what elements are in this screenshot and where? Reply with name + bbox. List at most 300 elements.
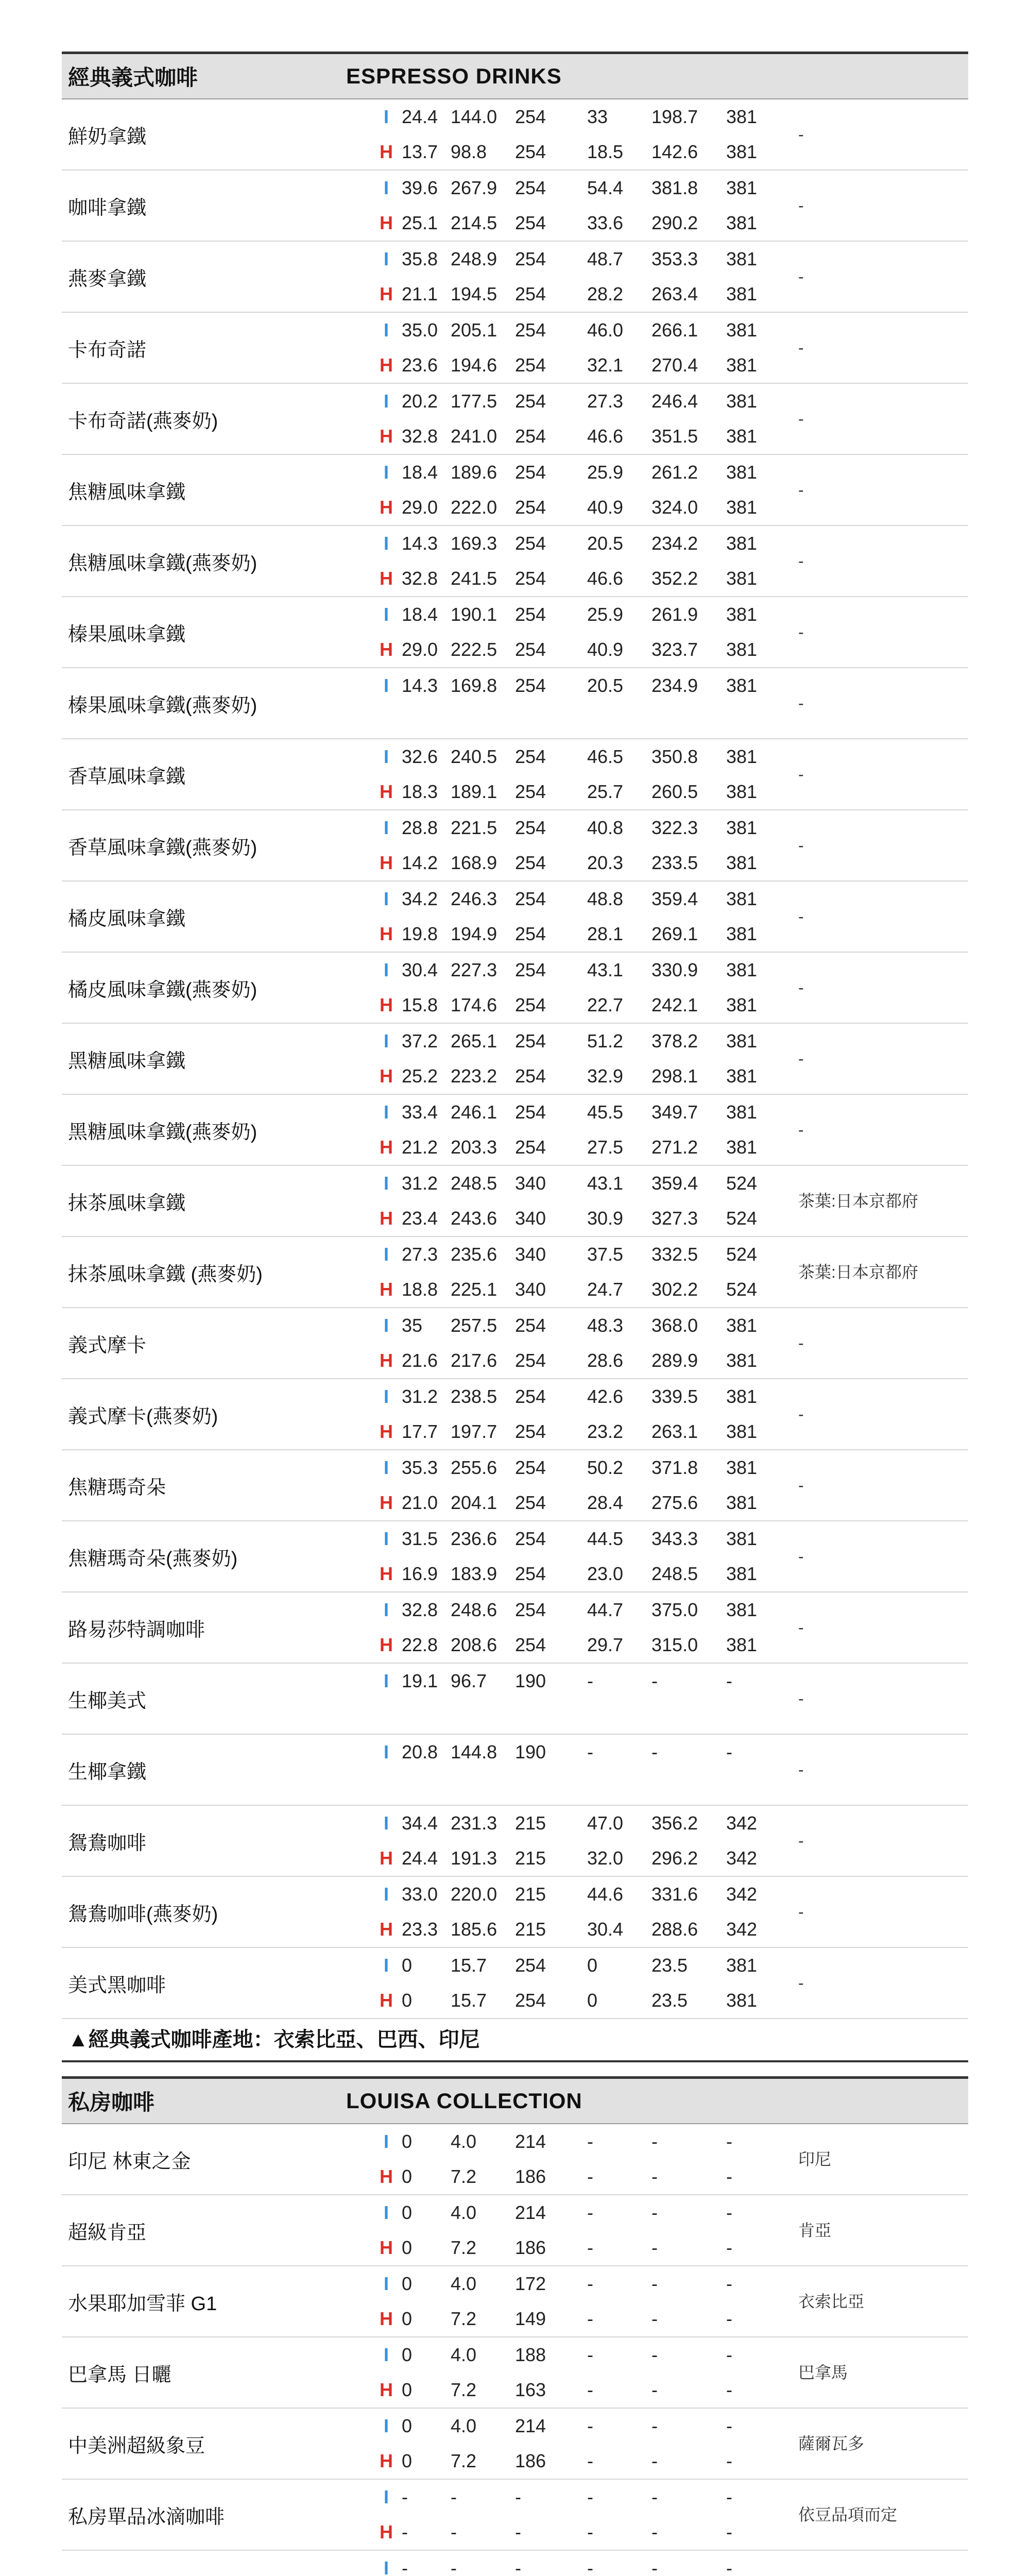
hot-value: 263.1 [651,1421,698,1442]
hot-value: - [726,2166,732,2187]
iced-value: 4.0 [451,2415,477,2436]
iced-value: 96.7 [451,1670,487,1691]
hot-value: 0 [402,1990,413,2011]
origin-note: - [798,1903,804,1921]
iced-value: 50.2 [587,1457,624,1478]
iced-value: 381 [726,817,758,838]
iced-value: - [651,2131,658,2152]
hot-value: 381 [726,1634,758,1655]
origin-note: - [798,410,804,428]
hot-value: 217.6 [451,1350,497,1371]
iced-value: 0 [402,2415,413,2436]
hot-value: - [651,2166,658,2187]
iced-marker: I [383,2415,389,2436]
iced-value: 246.3 [451,888,497,909]
iced-value: 198.7 [651,106,698,127]
hot-value: 381 [726,994,758,1015]
hot-value: 271.2 [651,1137,698,1158]
iced-value: 34.4 [402,1812,438,1834]
iced-value: - [515,2486,521,2507]
table-row [62,1095,968,1166]
iced-value: 342 [726,1812,758,1834]
hot-value: 25.2 [402,1065,438,1087]
iced-value: 18.4 [402,604,438,625]
table-row [62,313,968,384]
item-name: 鴛鴦咖啡(燕麥奶) [68,1903,218,1925]
hot-value: 381 [726,497,758,518]
table-row [62,1308,968,1379]
table-row [62,1877,968,1948]
iced-value: 248.6 [451,1599,497,1620]
table-row [62,597,968,668]
iced-value: 381 [726,675,758,696]
item-name: 黑糖風味拿鐵(燕麥奶) [68,1121,258,1143]
iced-value: 27.3 [402,1244,438,1265]
iced-value: - [587,2415,593,2436]
hot-value: 381 [726,568,758,589]
iced-value: 35 [402,1315,423,1336]
iced-value: 205.1 [451,319,497,341]
iced-value: 31.5 [402,1528,438,1549]
hot-value: 23.6 [402,354,438,376]
iced-value: 254 [515,1528,546,1549]
item-name: 焦糖瑪奇朵 [68,1477,166,1499]
iced-marker: I [383,1030,389,1052]
iced-marker: I [383,1884,389,1905]
hot-value: 254 [515,852,546,873]
iced-value: 381 [726,1457,758,1478]
iced-value: - [587,2202,593,2223]
hot-value: 186 [515,2237,546,2258]
table-row [62,242,968,313]
iced-marker: I [383,1457,389,1478]
table-row [62,2409,968,2480]
iced-marker: I [383,2131,389,2152]
hot-value: 381 [726,1137,758,1158]
iced-value: - [726,2131,732,2152]
iced-value: 215 [515,1812,546,1834]
origin-note: - [798,1760,804,1779]
hot-value: 23.4 [402,1208,438,1229]
hot-value: 215 [515,1848,546,1869]
iced-value: - [651,2344,658,2365]
hot-value: 0 [402,2166,413,2187]
iced-value: 0 [402,2131,413,2152]
table-row [62,99,968,171]
hot-value: 0 [402,2237,413,2258]
item-name: 超級肯亞 [68,2222,147,2244]
iced-value: 190.1 [451,604,497,625]
table-row [62,2480,968,2551]
item-name: 燕麥拿鐵 [68,268,147,290]
origin-note: 茶葉:日本京都府 [798,1263,918,1281]
item-name: 卡布奇諾(燕麥奶) [68,410,218,432]
iced-value: 190 [515,1670,546,1691]
iced-value: 254 [515,391,546,412]
hot-value: 524 [726,1279,758,1300]
item-name: 路易莎特調咖啡 [68,1619,205,1641]
iced-value: 4.0 [451,2344,477,2365]
iced-marker: I [383,1670,389,1691]
hot-marker: H [380,1563,393,1584]
hot-value: 208.6 [451,1634,497,1655]
item-name: 印尼 林東之金 [68,2150,191,2173]
table-row [62,1948,968,2019]
iced-value: 381 [726,248,758,269]
origin-note: - [798,1334,804,1352]
hot-value: 19.8 [402,923,438,944]
hot-value: 381 [726,639,758,660]
iced-marker: I [383,1386,389,1407]
hot-value: 40.9 [587,497,624,518]
hot-marker: H [380,2237,393,2258]
iced-value: 254 [515,1030,546,1052]
iced-value: 24.4 [402,106,438,127]
hot-value: 351.5 [651,426,698,447]
origin-note: 巴拿馬 [798,2363,848,2382]
hot-value: 185.6 [451,1919,497,1940]
iced-value: 254 [515,817,546,838]
hot-marker: H [380,426,393,447]
iced-value: - [651,2486,658,2507]
iced-value: - [402,2486,408,2507]
iced-value: - [651,2273,658,2294]
table-row [62,171,968,242]
hot-value: 381 [726,426,758,447]
hot-value: 254 [515,923,546,944]
hot-value: - [587,2379,593,2400]
iced-value: 0 [402,2273,413,2294]
iced-value: - [651,1670,658,1691]
origin-note: 薩爾瓦多 [798,2434,865,2453]
hot-value: 381 [726,141,758,162]
hot-value: 14.2 [402,852,438,873]
iced-value: 235.6 [451,1244,497,1265]
hot-value: 254 [515,568,546,589]
iced-value: 144.8 [451,1741,497,1762]
hot-value: 24.7 [587,1279,624,1300]
table-row [62,1166,968,1237]
table-row [62,1806,968,1877]
origin-note: - [798,125,804,144]
iced-value: 254 [515,746,546,767]
iced-marker: I [383,1955,389,1976]
iced-marker: I [383,604,389,625]
iced-value: 255.6 [451,1457,497,1478]
espresso-rows [62,99,968,2019]
iced-value: 254 [515,1955,546,1976]
hot-value: 23.2 [587,1421,624,1442]
iced-value: 46.0 [587,319,624,341]
iced-value: 248.9 [451,248,497,269]
table-row [62,1521,968,1592]
hot-value: 15.8 [402,994,438,1015]
hot-value: 254 [515,994,546,1015]
hot-value: 254 [515,497,546,518]
origin-note [798,2551,968,2576]
table-row [62,384,968,455]
iced-value: 234.9 [651,675,698,696]
iced-marker: I [383,1741,389,1762]
iced-value: - [587,1741,593,1762]
iced-value: 37.5 [587,1244,624,1265]
iced-value: 4.0 [451,2131,477,2152]
iced-marker: I [383,1528,389,1549]
hot-value: 254 [515,1634,546,1655]
hot-value: 381 [726,212,758,233]
iced-value: 169.3 [451,533,497,554]
iced-marker: I [383,1315,389,1336]
iced-value: 524 [726,1244,758,1265]
item-name: 義式摩卡(燕麥奶) [68,1405,218,1428]
hot-value: 149 [515,2308,546,2329]
hot-value: 30.9 [587,1208,624,1229]
iced-value: 44.5 [587,1528,624,1549]
iced-value: 359.4 [651,1173,698,1194]
iced-marker: I [383,2557,389,2576]
item-name: 橘皮風味拿鐵(燕麥奶) [68,979,258,1001]
iced-value: 381 [726,1386,758,1407]
iced-marker: I [383,1599,389,1620]
hot-value: 254 [515,1137,546,1158]
hot-value: - [587,2166,593,2187]
espresso-section-header [62,52,968,99]
iced-marker: I [383,1173,389,1194]
hot-marker: H [380,923,393,944]
hot-value: - [726,2237,732,2258]
origin-note: - [798,1547,804,1566]
hot-value: 29.0 [402,497,438,518]
hot-value: 20.3 [587,852,624,873]
hot-value: 254 [515,1563,546,1584]
iced-value: 172 [515,2273,546,2294]
iced-value: 350.8 [651,746,698,767]
hot-value: 381 [726,1990,758,2011]
hot-value: 254 [515,1350,546,1371]
hot-value: 16.9 [402,1563,438,1584]
origin-note: - [798,481,804,499]
iced-marker: I [383,248,389,269]
hot-value: 22.7 [587,994,624,1015]
hot-value: 194.6 [451,354,497,376]
hot-value: 174.6 [451,994,497,1015]
iced-value: 246.4 [651,391,698,412]
iced-value: 35.3 [402,1457,438,1478]
hot-value: 254 [515,141,546,162]
iced-value: 33 [587,106,608,127]
hot-value: 7.2 [451,2237,477,2258]
iced-value: - [587,2131,593,2152]
hot-value: 298.1 [651,1065,698,1087]
iced-value: - [726,2273,732,2294]
hot-value: 254 [515,1492,546,1513]
hot-value: 7.2 [451,2308,477,2329]
table-row [62,2551,968,2576]
hot-value: 327.3 [651,1208,698,1229]
origin-note: - [798,196,804,215]
hot-value: - [587,2450,593,2471]
item-name: 黑糖風味拿鐵 [68,1050,186,1072]
iced-value: - [587,2273,593,2294]
hot-marker: H [380,497,393,518]
origin-note: 依豆品項而定 [798,2505,898,2524]
table-row [62,1024,968,1095]
hot-value: - [587,2521,593,2543]
hot-value: 142.6 [651,141,698,162]
hot-value: - [651,2379,658,2400]
hot-value: 302.2 [651,1279,698,1300]
hot-value: 23.0 [587,1563,624,1584]
hot-value: 30.4 [587,1919,624,1940]
iced-value: 42.6 [587,1386,624,1407]
origin-note: - [798,694,804,713]
iced-marker: I [383,391,389,412]
iced-value: 254 [515,604,546,625]
iced-value: 381 [726,533,758,554]
hot-value: 189.1 [451,781,497,802]
iced-value: 48.3 [587,1315,624,1336]
hot-value: 381 [726,923,758,944]
item-name: 香草風味拿鐵 [68,766,186,788]
origin-note: - [798,978,804,997]
hot-value: 290.2 [651,212,698,233]
hot-value: 168.9 [451,852,497,873]
hot-value: 215 [515,1919,546,1940]
iced-value: 51.2 [587,1030,624,1052]
iced-value: - [402,2557,408,2576]
item-name: 香草風味拿鐵(燕麥奶) [68,837,258,859]
iced-value: 236.6 [451,1528,497,1549]
iced-value: 19.1 [402,1670,438,1691]
iced-value: 266.1 [651,319,698,341]
hot-value: 315.0 [651,1634,698,1655]
table-row [62,455,968,526]
iced-value: 30.4 [402,959,438,980]
item-name: 美式黑咖啡 [68,1974,166,1996]
hot-value: 18.5 [587,141,624,162]
iced-value: 254 [515,533,546,554]
table-row [62,739,968,810]
iced-value: 381 [726,319,758,341]
hot-marker: H [380,212,393,233]
hot-value: 254 [515,1065,546,1087]
table-row [62,668,968,739]
iced-value: 214 [515,2202,546,2223]
origin-note: 肯亞 [798,2221,832,2240]
origin-note: 衣索比亞 [798,2292,865,2311]
table-row [62,1735,968,1806]
iced-value: 342 [726,1884,758,1905]
hot-value: 197.7 [451,1421,497,1442]
iced-value: 378.2 [651,1030,698,1052]
item-name: 咖啡拿鐵 [68,197,147,219]
iced-value: 332.5 [651,1244,698,1265]
hot-value: 40.9 [587,639,624,660]
hot-value: 27.5 [587,1137,624,1158]
iced-value: 44.6 [587,1884,624,1905]
hot-marker: H [380,781,393,802]
hot-value: 381 [726,1421,758,1442]
iced-value: 254 [515,1386,546,1407]
hot-marker: H [380,2521,393,2543]
hot-value: 254 [515,212,546,233]
hot-value: 0 [587,1990,598,2011]
hot-value: 340 [515,1208,546,1229]
hot-value: 223.2 [451,1065,497,1087]
table-row [62,2195,968,2266]
table-row [62,953,968,1024]
iced-value: 254 [515,888,546,909]
hot-value: 7.2 [451,2379,477,2400]
hot-value: 340 [515,1279,546,1300]
iced-value: 48.8 [587,888,624,909]
hot-value: 203.3 [451,1137,497,1158]
hot-value: 381 [726,1065,758,1087]
hot-value: 32.8 [402,568,438,589]
hot-value: - [587,2308,593,2329]
iced-value: 254 [515,959,546,980]
hot-value: 22.8 [402,1634,438,1655]
iced-value: 381 [726,1030,758,1052]
iced-value: 39.6 [402,177,438,198]
section-title-en: ESPRESSO DRINKS [346,64,562,88]
hot-value: 381 [726,354,758,376]
hot-value: 24.4 [402,1848,438,1869]
hot-value: 323.7 [651,639,698,660]
section-title-en: LOUISA COLLECTION [346,2089,582,2113]
iced-marker: I [383,746,389,767]
item-name: 私房單品冰滴咖啡 [68,2506,225,2528]
iced-value: 0 [587,1955,598,1976]
hot-value: - [726,2521,732,2543]
hot-value: 0 [402,2379,413,2400]
hot-value: 296.2 [651,1848,698,1869]
iced-value: 20.2 [402,391,438,412]
iced-value: - [587,2486,593,2507]
hot-value: 29.0 [402,639,438,660]
hot-value: 15.7 [451,1990,487,2011]
hot-marker: H [380,2379,393,2400]
hot-value: 186 [515,2450,546,2471]
iced-marker: I [383,1812,389,1834]
hot-value: 21.2 [402,1137,438,1158]
iced-value: 221.5 [451,817,497,838]
iced-value: 231.3 [451,1812,497,1834]
hot-value: 13.7 [402,141,438,162]
hot-value: 29.7 [587,1634,624,1655]
origin-note: - [798,267,804,286]
iced-value: 214 [515,2131,546,2152]
iced-marker: I [383,2486,389,2507]
hot-value: 254 [515,781,546,802]
hot-value: 524 [726,1208,758,1229]
iced-value: 257.5 [451,1315,497,1336]
iced-value: 20.5 [587,675,624,696]
iced-value: 4.0 [451,2273,477,2294]
hot-value: 352.2 [651,568,698,589]
iced-value: 340 [515,1244,546,1265]
item-name: 義式摩卡 [68,1334,147,1357]
hot-value: 17.7 [402,1421,438,1442]
item-name: 榛果風味拿鐵 [68,623,186,646]
iced-value: 381 [726,746,758,767]
hot-value: 254 [515,1421,546,1442]
iced-marker: I [383,888,389,909]
table-row [62,2124,968,2195]
iced-value: 381.8 [651,177,698,198]
hot-marker: H [380,141,393,162]
hot-value: - [515,2521,521,2543]
